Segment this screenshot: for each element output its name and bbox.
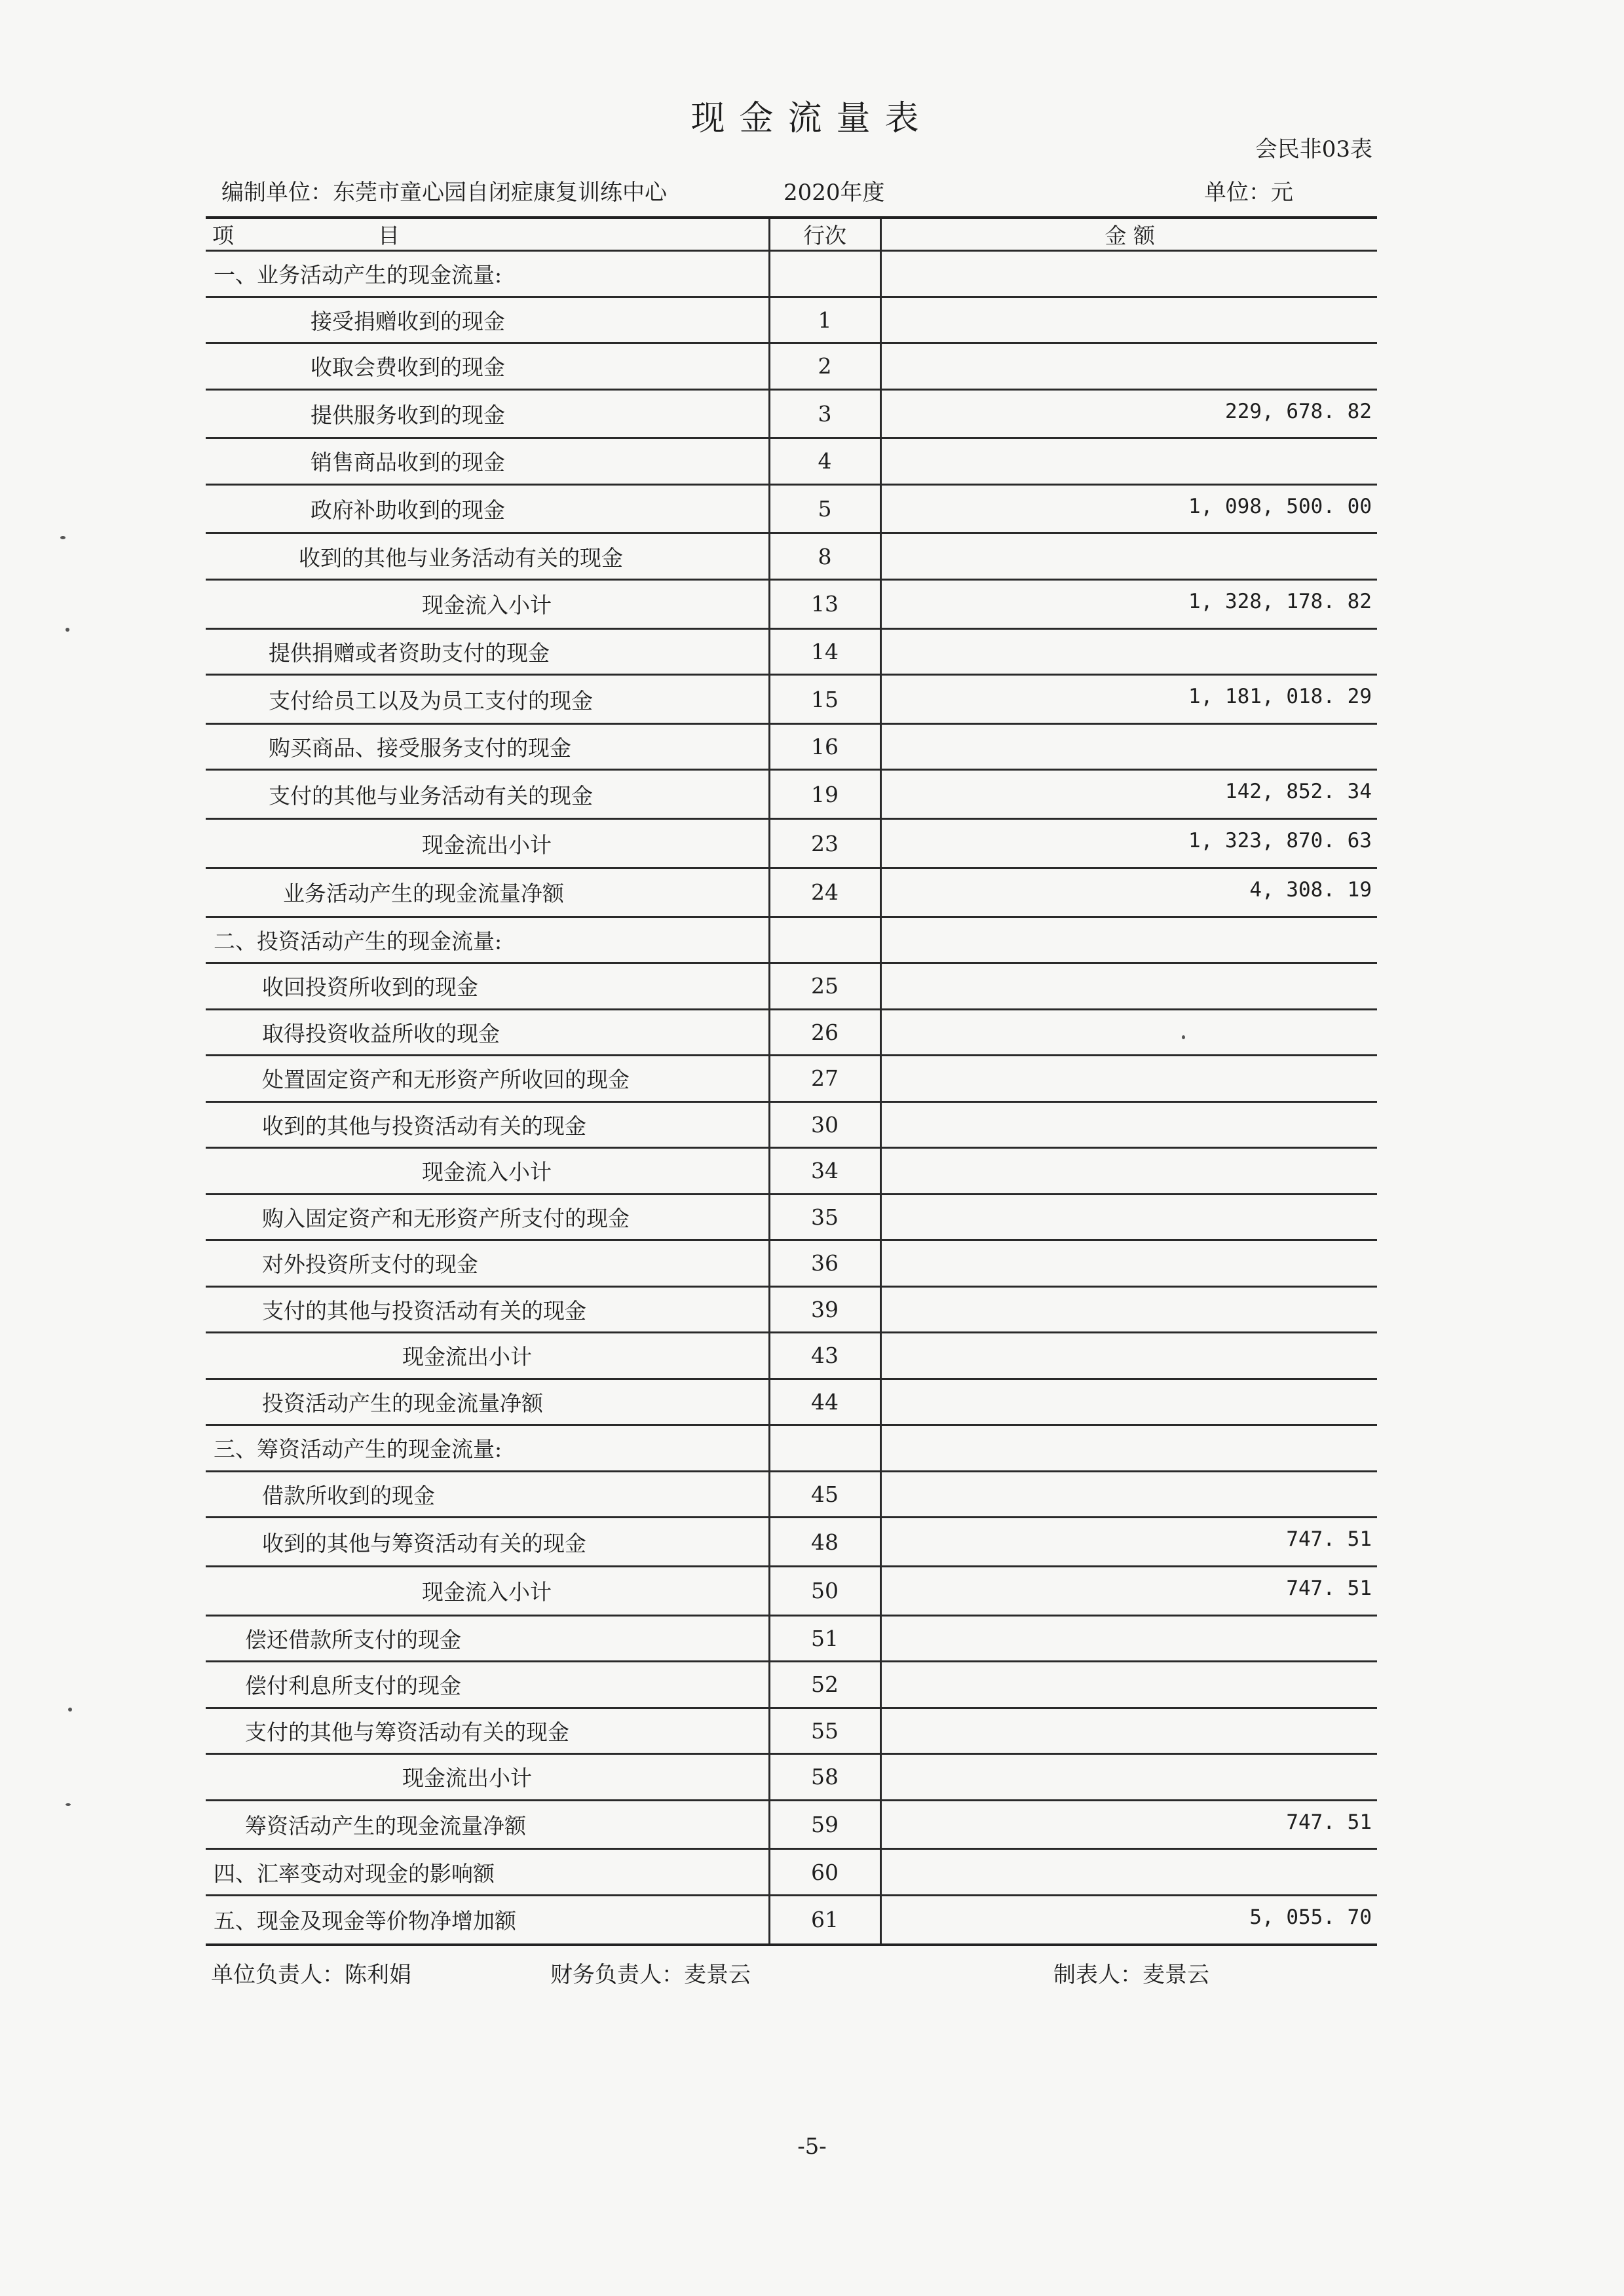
item-label: 收取会费收到的现金 [206, 343, 769, 390]
item-label: 偿还借款所支付的现金 [206, 1615, 769, 1662]
table-row [206, 963, 1377, 1010]
line-number: 48 [769, 1518, 880, 1567]
amount [880, 1240, 1377, 1287]
table-row [206, 675, 1377, 724]
amount [880, 251, 1377, 297]
subtotal-label: 现金流出小计 [206, 1754, 769, 1801]
amount [880, 628, 1377, 675]
item-label: 支付给员工以及为员工支付的现金 [206, 675, 769, 724]
item-label: 筹资活动产生的现金流量净额 [206, 1800, 769, 1849]
amount: 5, 055. 70 [880, 1895, 1377, 1945]
header-line-no: 行次 [769, 218, 880, 251]
table-row [206, 1895, 1377, 1945]
item-label: 处置固定资产和无形资产所收回的现金 [206, 1056, 769, 1102]
item-label: 对外投资所支付的现金 [206, 1240, 769, 1287]
table-row [206, 1849, 1377, 1896]
table-row [206, 1708, 1377, 1754]
amount [880, 1148, 1377, 1195]
amount [880, 1333, 1377, 1379]
amount [880, 438, 1377, 485]
amount [880, 1754, 1377, 1801]
table-row [206, 1194, 1377, 1240]
line-number: 50 [769, 1566, 880, 1615]
amount [880, 1849, 1377, 1896]
line-number: 45 [769, 1471, 880, 1518]
section-heading: 三、筹资活动产生的现金流量: [206, 1425, 769, 1472]
table-row [206, 1286, 1377, 1333]
table-row [206, 1518, 1377, 1567]
line-number [769, 251, 880, 297]
table-row [206, 484, 1377, 533]
scan-speck [1182, 1035, 1185, 1039]
table-row [206, 917, 1377, 963]
item-label: 借款所收到的现金 [206, 1471, 769, 1518]
amount [880, 1615, 1377, 1662]
table-row [206, 1662, 1377, 1708]
amount [880, 533, 1377, 580]
amount [880, 1662, 1377, 1708]
line-number: 43 [769, 1333, 880, 1379]
amount [880, 917, 1377, 963]
item-label: 业务活动产生的现金流量净额 [206, 868, 769, 917]
item-label: 收到的其他与筹资活动有关的现金 [206, 1518, 769, 1567]
header-item-b: 目 [378, 223, 400, 248]
amount [880, 1286, 1377, 1333]
table-row [206, 1009, 1377, 1056]
item-label: 偿付利息所支付的现金 [206, 1662, 769, 1708]
table-row [206, 438, 1377, 485]
amount: 747. 51 [880, 1518, 1377, 1567]
table-row [206, 819, 1377, 868]
line-number: 39 [769, 1286, 880, 1333]
line-number: 13 [769, 579, 880, 628]
line-number: 44 [769, 1379, 880, 1425]
item-label: 提供服务收到的现金 [206, 389, 769, 438]
subtotal-label: 现金流入小计 [206, 1148, 769, 1195]
table-row [206, 1379, 1377, 1425]
item-label: 支付的其他与投资活动有关的现金 [206, 1286, 769, 1333]
page-number: -5- [797, 2133, 827, 2160]
scan-speck [66, 628, 69, 632]
amount: 1, 098, 500. 00 [880, 484, 1377, 533]
preparing-organization: 编制单位：东莞市童心园自闭症康复训练中心 [221, 180, 667, 206]
section-heading: 二、投资活动产生的现金流量: [206, 917, 769, 963]
amount [880, 963, 1377, 1010]
unit-head-signature: 单位负责人：陈利娟 [211, 1962, 411, 1988]
line-number: 19 [769, 770, 880, 819]
line-number: 51 [769, 1615, 880, 1662]
table-row [206, 1615, 1377, 1662]
line-number: 25 [769, 963, 880, 1010]
table-row [206, 533, 1377, 580]
amount [880, 723, 1377, 770]
amount [880, 1194, 1377, 1240]
table-row [206, 1056, 1377, 1102]
fiscal-year: 2020年度 [784, 180, 885, 206]
table-row [206, 251, 1377, 297]
table-row [206, 1333, 1377, 1379]
table-row [206, 1754, 1377, 1801]
line-number [769, 1425, 880, 1472]
line-number: 15 [769, 675, 880, 724]
table-row [206, 1148, 1377, 1195]
cash-flow-table [206, 216, 1377, 1946]
amount [880, 1101, 1377, 1148]
amount: 1, 181, 018. 29 [880, 675, 1377, 724]
amount [880, 1009, 1377, 1056]
line-number: 14 [769, 628, 880, 675]
line-number: 1 [769, 297, 880, 343]
line-number: 3 [769, 389, 880, 438]
line-number: 23 [769, 819, 880, 868]
table-row [206, 1101, 1377, 1148]
section-heading: 四、汇率变动对现金的影响额 [206, 1849, 769, 1896]
line-number: 16 [769, 723, 880, 770]
amount: 1, 328, 178. 82 [880, 579, 1377, 628]
currency-unit: 单位：元 [1204, 180, 1293, 206]
item-label: 购买商品、接受服务支付的现金 [206, 723, 769, 770]
table-row [206, 770, 1377, 819]
amount [880, 1708, 1377, 1754]
item-label: 投资活动产生的现金流量净额 [206, 1379, 769, 1425]
line-number: 55 [769, 1708, 880, 1754]
amount: 747. 51 [880, 1800, 1377, 1849]
amount [880, 1056, 1377, 1102]
line-number: 61 [769, 1895, 880, 1945]
scan-speck [66, 1803, 71, 1806]
table-row [206, 1800, 1377, 1849]
amount: 229, 678. 82 [880, 389, 1377, 438]
scan-speck [68, 1708, 72, 1712]
section-heading: 五、现金及现金等价物净增加额 [206, 1895, 769, 1945]
line-number: 35 [769, 1194, 880, 1240]
subtotal-label: 现金流入小计 [206, 1566, 769, 1615]
line-number: 24 [769, 868, 880, 917]
table-row [206, 628, 1377, 675]
form-code: 会民非03表 [1255, 136, 1372, 163]
line-number: 30 [769, 1101, 880, 1148]
finance-head-signature: 财务负责人：麦景云 [550, 1962, 751, 1988]
scan-speck [60, 536, 66, 539]
table-row [206, 1471, 1377, 1518]
amount [880, 1471, 1377, 1518]
header-amount: 金 额 [880, 218, 1377, 251]
table-row [206, 1240, 1377, 1287]
line-number: 58 [769, 1754, 880, 1801]
item-label: 支付的其他与业务活动有关的现金 [206, 770, 769, 819]
line-number: 26 [769, 1009, 880, 1056]
table-row [206, 389, 1377, 438]
item-label: 销售商品收到的现金 [206, 438, 769, 485]
table-row [206, 1425, 1377, 1472]
line-number: 36 [769, 1240, 880, 1287]
preparer-signature: 制表人：麦景云 [1053, 1962, 1209, 1988]
line-number: 4 [769, 438, 880, 485]
subtotal-label: 现金流出小计 [206, 1333, 769, 1379]
item-label: 政府补助收到的现金 [206, 484, 769, 533]
header-item [206, 218, 769, 251]
table-row [206, 868, 1377, 917]
line-number: 59 [769, 1800, 880, 1849]
table-row [206, 723, 1377, 770]
amount: 4, 308. 19 [880, 868, 1377, 917]
amount: 1, 323, 870. 63 [880, 819, 1377, 868]
page-title: 现金流量表 [690, 99, 934, 138]
table-row [206, 1566, 1377, 1615]
item-label: 购入固定资产和无形资产所支付的现金 [206, 1194, 769, 1240]
line-number: 5 [769, 484, 880, 533]
table-row [206, 579, 1377, 628]
amount [880, 343, 1377, 390]
line-number: 2 [769, 343, 880, 390]
table-header-row [206, 218, 1377, 251]
subtotal-label: 现金流入小计 [206, 579, 769, 628]
line-number [769, 917, 880, 963]
item-label: 取得投资收益所收的现金 [206, 1009, 769, 1056]
amount: 142, 852. 34 [880, 770, 1377, 819]
line-number: 27 [769, 1056, 880, 1102]
item-label: 收到的其他与业务活动有关的现金 [206, 533, 769, 580]
line-number: 8 [769, 533, 880, 580]
table-row [206, 343, 1377, 390]
line-number: 60 [769, 1849, 880, 1896]
section-heading: 一、业务活动产生的现金流量: [206, 251, 769, 297]
header-item-a: 项 [212, 223, 234, 248]
item-label: 收到的其他与投资活动有关的现金 [206, 1101, 769, 1148]
line-number: 34 [769, 1148, 880, 1195]
table-row [206, 297, 1377, 343]
item-label: 接受捐赠收到的现金 [206, 297, 769, 343]
amount [880, 1425, 1377, 1472]
item-label: 提供捐赠或者资助支付的现金 [206, 628, 769, 675]
item-label: 支付的其他与筹资活动有关的现金 [206, 1708, 769, 1754]
subtotal-label: 现金流出小计 [206, 819, 769, 868]
amount [880, 1379, 1377, 1425]
amount: 747. 51 [880, 1566, 1377, 1615]
item-label: 收回投资所收到的现金 [206, 963, 769, 1010]
line-number: 52 [769, 1662, 880, 1708]
amount [880, 297, 1377, 343]
